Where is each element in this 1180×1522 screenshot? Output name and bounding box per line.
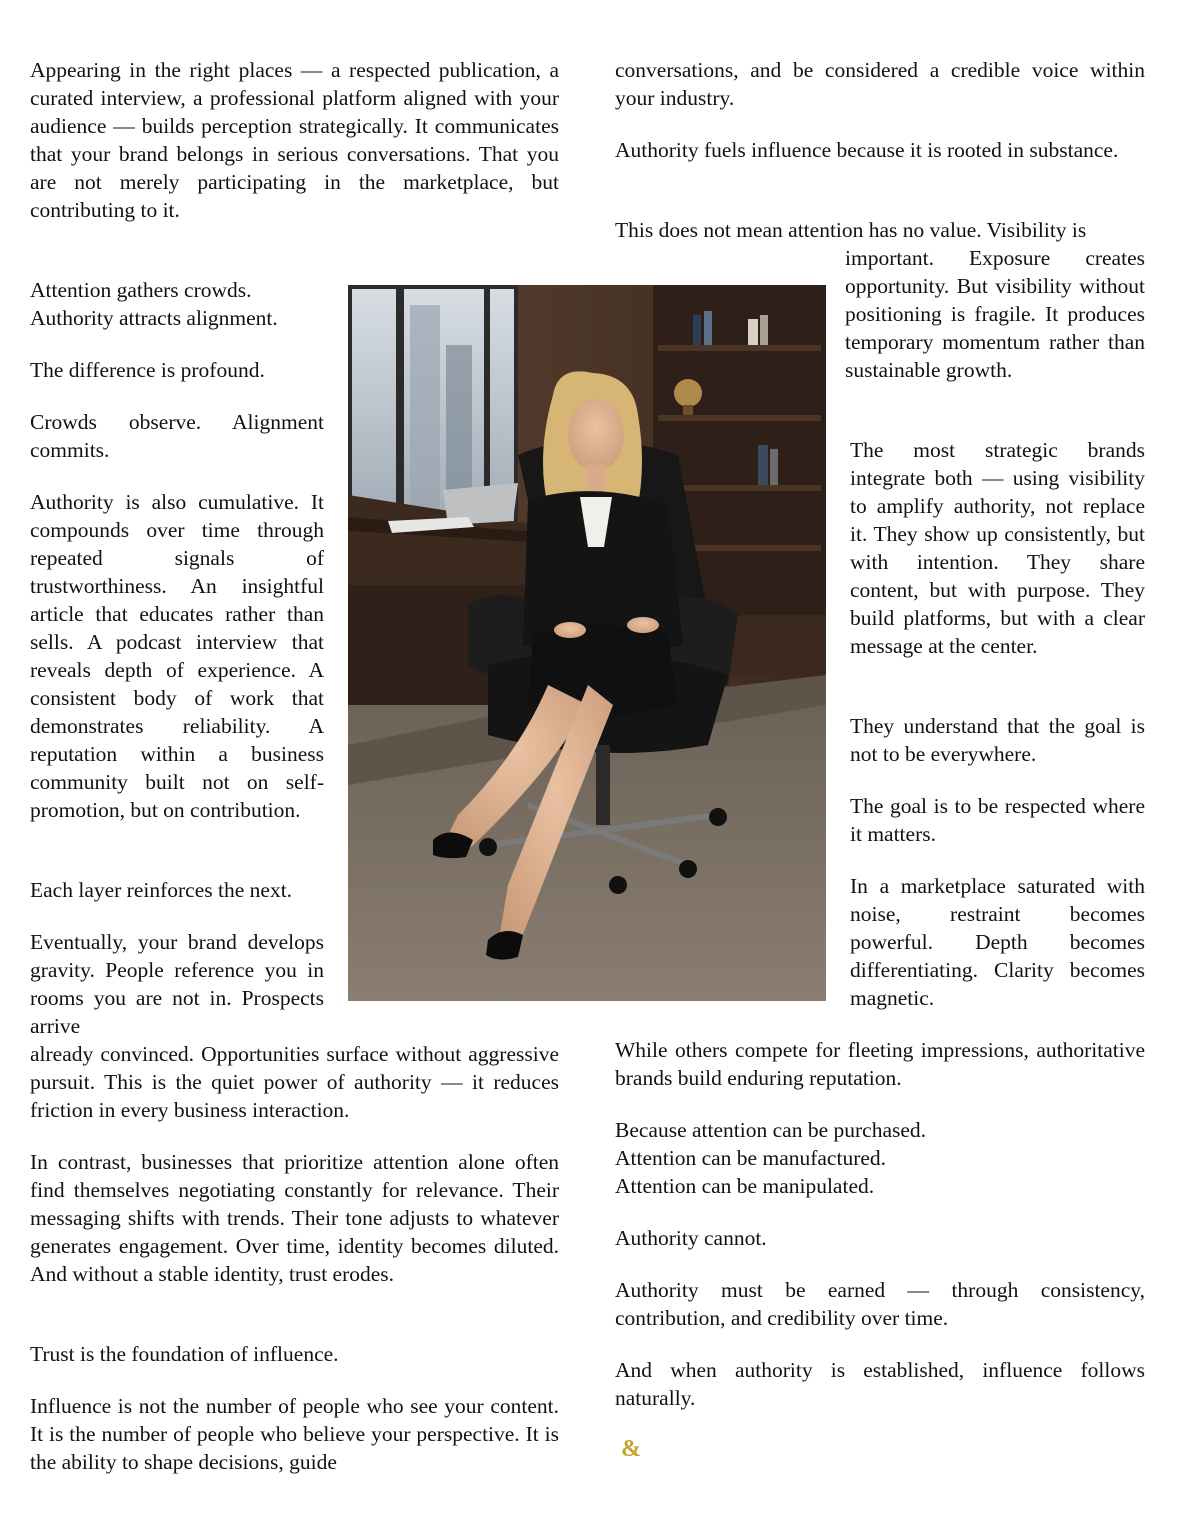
ampersand-ornament: & <box>621 1436 641 1462</box>
paragraph-attention-authority <box>30 276 324 332</box>
paragraph-because-attention <box>615 1116 1145 1200</box>
paragraph-eventually-a: Eventually, your brand develops gravity. People reference you in rooms you are not in. Prospects arrive <box>30 930 324 1038</box>
paragraph-cumulative: Authority is also cumulative. It compounds over time through repeated signals of trustworthiness. An insightful article that educates rather than sells. A podcast interview that reveals depth of experience. A consistent body of work that demonstrates reliability. A reputation within a business community built not on self-promotion, but on contribution. <box>30 490 324 822</box>
paragraph-contrast: In contrast, businesses that prioritize attention alone often find themselves negotiating constantly for relevance. Their messaging shifts with trends. Their tone adjusts to whatever generates engagement. Over time, identity becomes diluted. And without a stable identity, trust erodes. <box>30 1150 559 1286</box>
line: Attention can be manufactured. <box>615 1146 887 1170</box>
line: Because attention can be purchased. <box>615 1118 927 1142</box>
line: Attention can be manipulated. <box>615 1174 875 1198</box>
line: Attention gathers crowds. <box>30 278 252 302</box>
line: Authority attracts alignment. <box>30 306 278 330</box>
paragraph-eventually-b: already convinced. Opportunities surface without aggressive pursuit. This is the quiet power of authority — it reduces friction in every business interaction. <box>30 1042 559 1122</box>
paragraph-each-layer: Each layer reinforces the next. <box>30 878 293 902</box>
paragraph-respected: The goal is to be respected where it matters. <box>850 794 1145 846</box>
paragraph-attention-value-a: This does not mean attention has no value. Visibility is <box>615 218 1087 242</box>
paragraph-attention-value-b: important. Exposure creates opportunity. But visibility without positioning is fragile. It produces temporary momentum rather than sustainable growth. <box>845 246 1145 382</box>
paragraph-appearing: Appearing in the right places — a respected publication, a curated interview, a professional platform aligned with your audience — builds perception strategically. It communicates that your brand belongs in serious conversations. That you are not merely participating in the marketplace, but contributing to it. <box>30 58 559 222</box>
paragraph-crowds: Crowds observe. Alignment commits. <box>30 410 324 462</box>
paragraph-understand-goal: They understand that the goal is not to be everywhere. <box>850 714 1145 766</box>
paragraph-must-be-earned: Authority must be earned — through consistency, contribution, and credibility over time. <box>615 1278 1145 1330</box>
paragraph-authority-fuels: Authority fuels influence because it is rooted in substance. <box>615 138 1119 162</box>
paragraph-influence-follows: And when authority is established, influence follows naturally. <box>615 1358 1145 1410</box>
office-portrait-photo <box>348 285 826 1001</box>
paragraph-others-compete: While others compete for fleeting impressions, authoritative brands build enduring reputation. <box>615 1038 1145 1090</box>
paragraph-difference: The difference is profound. <box>30 358 265 382</box>
paragraph-influence: Influence is not the number of people who see your content. It is the number of people who believe your perspective. It is the ability to shape decisions, guide <box>30 1394 559 1474</box>
paragraph-conversations: conversations, and be considered a credible voice within your industry. <box>615 58 1145 110</box>
paragraph-marketplace: In a marketplace saturated with noise, restraint becomes powerful. Depth becomes differentiating. Clarity becomes magnetic. <box>850 874 1145 1010</box>
paragraph-trust: Trust is the foundation of influence. <box>30 1342 339 1366</box>
paragraph-strategic-brands: The most strategic brands integrate both — using visibility to amplify authority, not replace it. They show up consistently, but with intention. They share content, but with purpose. They build platforms, but with a clear message at the center. <box>850 438 1145 658</box>
paragraph-authority-cannot: Authority cannot. <box>615 1226 767 1250</box>
